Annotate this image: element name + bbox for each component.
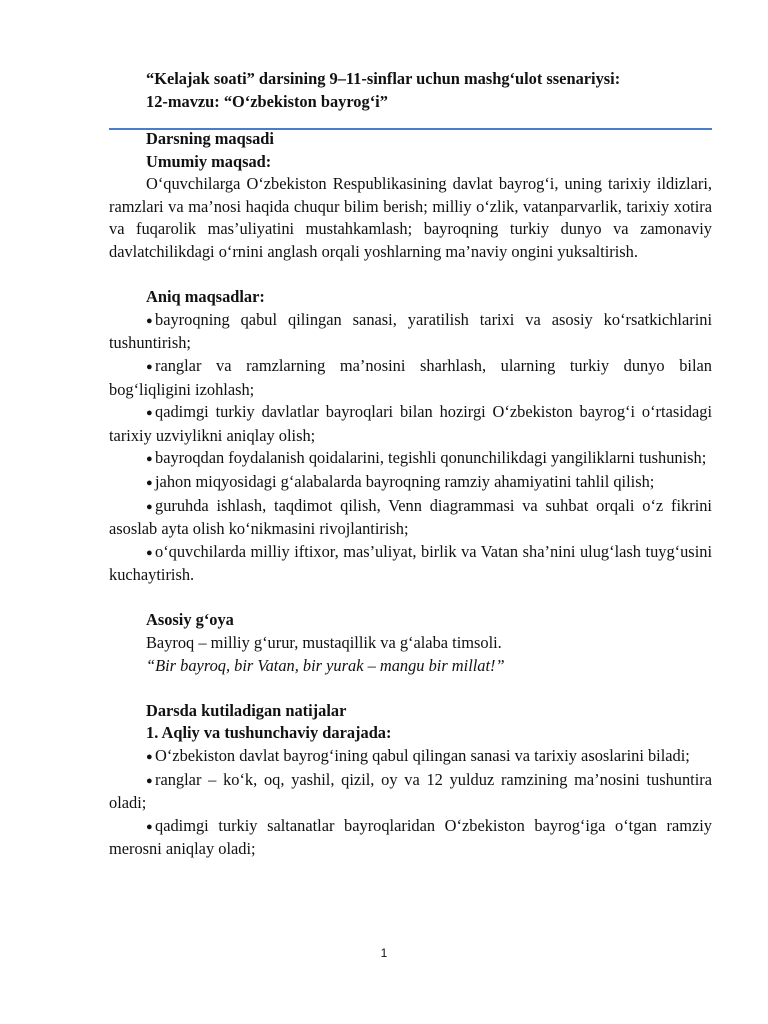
list-item (109, 495, 712, 541)
list-item-text: ranglar va ramzlarning ma’nosini sharhlash, ularning turkiy dunyo bilan bog‘liqligini izohlash; (109, 355, 712, 399)
list-item-text: qadimgi turkiy davlatlar bayroqlari bilan hozirgi O‘zbekiston bayrog‘i o‘rtasidagi tarixiy uzviylikni aniqlay olish; (109, 402, 712, 445)
bullet-icon: ● (146, 476, 153, 489)
results-heading: Darsda kutiladigan natijalar (146, 700, 347, 720)
list-item (109, 815, 712, 861)
results-list (109, 745, 712, 861)
bullet-icon: ● (146, 546, 153, 559)
spacer (109, 677, 712, 700)
main-idea-line: Bayroq – milliy g‘urur, mustaqillik va g‘alaba timsoli. (146, 633, 502, 653)
bullet-icon: ● (146, 751, 153, 764)
main-idea-quote: “Bir bayroq, bir Vatan, bir yurak – mangu bir millat!” (146, 655, 505, 675)
list-item (109, 541, 712, 587)
list-item-text: bayroqdan foydalanish qoidalarini, tegishli qonunchilikdagi yangiliklarni tushunish; (155, 448, 707, 468)
general-goal-subheading: Umumiy maqsad: (146, 151, 272, 171)
list-item (109, 355, 712, 401)
specific-goals-list (109, 309, 712, 587)
list-item (109, 745, 712, 769)
goal-heading: Darsning maqsadi (146, 129, 274, 148)
bullet-icon: ● (146, 453, 153, 466)
list-item-text: bayroqning qabul qilingan sanasi, yaratilish tarixi va asosiy ko‘rsatkichlarini tushuntirish; (109, 309, 712, 353)
spacer (109, 587, 712, 610)
list-item-text: guruhda ishlash, taqdimot qilish, Venn diagrammasi va suhbat orqali o‘z fikrini asoslab ayta olish ko‘nikmasini rivojlantirish; (109, 495, 712, 539)
document-body (109, 128, 712, 861)
document-header (109, 68, 712, 113)
results-subheading: 1. Aqliy va tushunchaviy darajada: (146, 723, 392, 743)
bullet-icon: ● (146, 360, 153, 373)
list-item (109, 401, 712, 447)
bullet-icon: ● (146, 407, 153, 420)
list-item-text: ranglar – ko‘k, oq, yashil, qizil, oy va 12 yulduz ramzining ma’nosini tushuntira oladi; (109, 769, 712, 813)
list-item (109, 769, 712, 815)
list-item (109, 471, 712, 495)
page-number: 1 (380, 946, 388, 960)
list-item (109, 447, 712, 471)
spacer (109, 264, 712, 287)
bullet-icon: ● (146, 314, 153, 327)
list-item (109, 309, 712, 355)
bullet-icon: ● (146, 500, 153, 513)
title-line-2: 12-mavzu: “O‘zbekiston bayrog‘i” (146, 91, 388, 111)
bullet-icon: ● (146, 774, 153, 787)
specific-goals-heading: Aniq maqsadlar: (146, 287, 265, 307)
list-item-text: O‘zbekiston davlat bayrog‘ining qabul qilingan sanasi va tarixiy asoslarini biladi; (155, 746, 690, 766)
general-goal-paragraph: O‘quvchilarga O‘zbekiston Respublikasining davlat bayrog‘i, uning tarixiy ildizlari, ramzlari va ma’nosi haqida chuqur bilim berish; milliy o‘zlik, vatanparvarlik, tarixiy xotira va fuqarolik mas’uliyatini mustahkamlash; bayroqning turkiy dunyo va zamonaviy davlatchilikdagi o‘rnini anglash orqali yoshlarning ma’naviy ongini yuksaltirish. (109, 174, 712, 261)
list-item-text: jahon miqyosidagi g‘alabalarda bayroqning ramziy ahamiyatini tahlil qilish; (155, 471, 655, 491)
list-item-text: qadimgi turkiy saltanatlar bayroqlaridan O‘zbekiston bayrog‘iga o‘tgan ramziy merosni aniqlay oladi; (109, 815, 712, 859)
list-item-text: o‘quvchilarda milliy iftixor, mas’uliyat, birlik va Vatan sha’nini ulug‘lash tuyg‘usini kuchaytirish. (109, 541, 712, 585)
main-idea-heading: Asosiy g‘oya (146, 610, 234, 630)
bullet-icon: ● (146, 820, 153, 833)
title-line-1: “Kelajak soati” darsining 9–11-sinflar uchun mashg‘ulot ssenariysi: (146, 69, 621, 88)
